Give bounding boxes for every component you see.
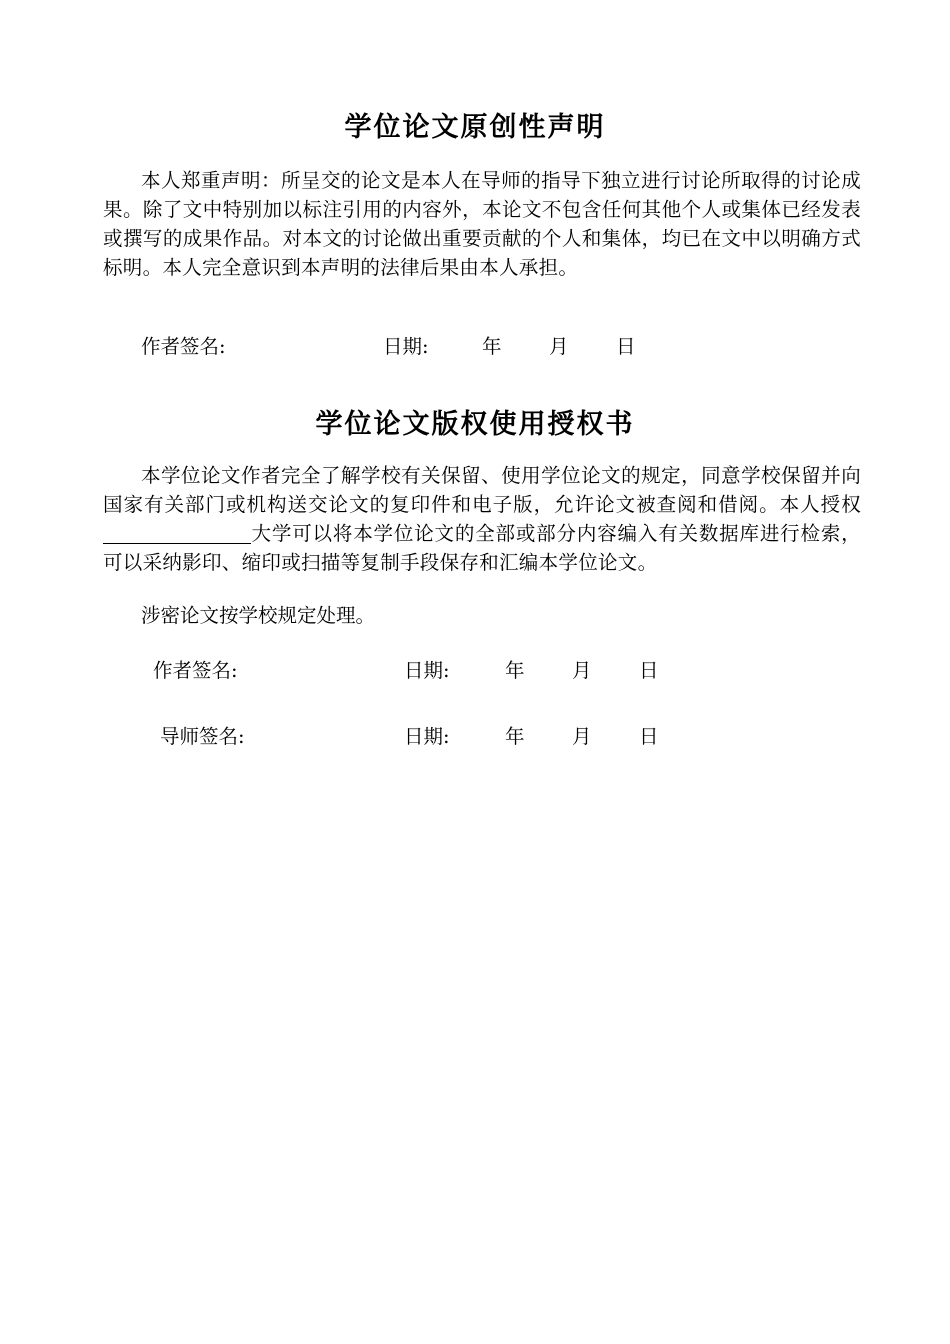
authorization-author-date-label: 日期: <box>404 659 450 682</box>
advisor-year-label: 年 <box>505 725 525 748</box>
authorization-author-year-label: 年 <box>505 659 525 682</box>
declaration-date-label: 日期: <box>383 335 429 358</box>
authorization-author-day-label: 日 <box>639 659 659 682</box>
university-name-blank[interactable] <box>103 523 251 544</box>
advisor-date-label: 日期: <box>404 725 450 748</box>
advisor-month-label: 月 <box>572 725 592 748</box>
advisor-day-label: 日 <box>639 725 659 748</box>
authorization-body <box>103 461 861 577</box>
authorization-author-signature-label: 作者签名: <box>153 659 238 682</box>
declaration-body: 本人郑重声明：所呈交的论文是本人在导师的指导下独立进行讨论所取得的讨论成果。除了文中特别加以标注引用的内容外，本论文不包含任何其他个人或集体已经发表或撰写的成果作品。对本文的讨论做出重要贡献的个人和集体，均已在文中以明确方式标明。本人完全意识到本声明的法律后果由本人承担。 <box>103 169 861 279</box>
declaration-year-label: 年 <box>482 335 502 358</box>
author-signature-label: 作者签名: <box>141 335 226 358</box>
declaration-signature-row <box>141 333 226 361</box>
secret-thesis-note: 涉密论文按学校规定处理。 <box>141 604 376 627</box>
declaration-month-label: 月 <box>549 335 569 358</box>
authorization-body-part1: 本学位论文作者完全了解学校有关保留、使用学位论文的规定，同意学校保留并向国家有关部门或机构送交论文的复印件和电子版，允许论文被查阅和借阅。本人授权 <box>103 464 861 516</box>
declaration-day-label: 日 <box>616 335 636 358</box>
authorization-author-month-label: 月 <box>572 659 592 682</box>
advisor-signature-label: 导师签名: <box>160 725 245 748</box>
authorization-body-part2: 大学可以将本学位论文的全部或部分内容编入有关数据库进行检索，可以采纳影印、缩印或扫描等复制手段保存和汇编本学位论文。 <box>103 522 861 574</box>
authorization-title: 学位论文版权使用授权书 <box>315 409 635 440</box>
declaration-title: 学位论文原创性声明 <box>344 112 606 143</box>
